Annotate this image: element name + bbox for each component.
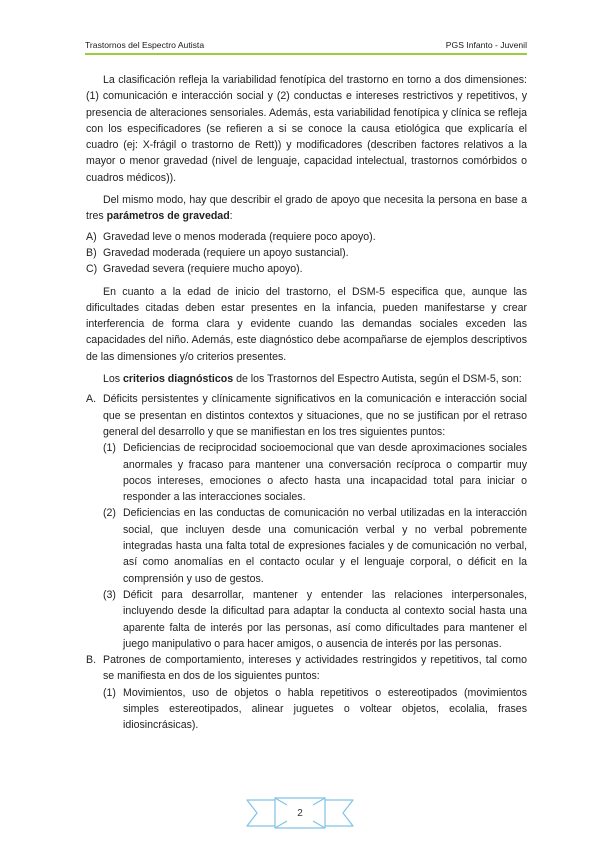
header-rule	[85, 53, 527, 55]
list-marker: (1)	[103, 442, 116, 455]
severity-parameters-term: parámetros de gravedad	[106, 210, 230, 223]
page-header	[85, 40, 527, 51]
list-marker: (2)	[103, 507, 116, 520]
criterion-item-text: Déficit para desarrollar, mantener y entender las relaciones interpersonales, incluyendo desde la dificultad para adaptar la conducta al contexto social hasta una aparente falta de interés por las personas, así como dificultades para mantener el juego manipulativo o para hacer amigos, o ausencia de interés por las personas.	[123, 588, 527, 650]
paragraph-criteria-intro	[86, 371, 527, 387]
list-item-text: Gravedad moderada (requiere un apoyo sustancial).	[103, 246, 349, 259]
criterion-item-text: Deficiencias en las conductas de comunicación no verbal utilizadas en la interacción social, que incluyen desde una comunicación verbal y no verbal pobremente integradas hasta una falta total de expresiones faciales y de comunicación no verbal, así como anomalías en el contacto ocular y el lenguaje corporal, o déficit en la comprensión y uso de gestos.	[123, 507, 527, 585]
severity-item	[86, 229, 527, 245]
paragraph-onset-age: En cuanto a la edad de inicio del trastorno, el DSM-5 especifica que, aunque las dificultades citadas deben estar presentes en la infancia, pueden manifestarse y crear interferencia de forma clara y evidente cuando las demandas sociales exceden las capacidades del niño. Además, este diagnóstico debe acompañarse de ejemplos descriptivos de las dimensiones y/o criterios presentes.	[86, 285, 527, 363]
list-item-text: Gravedad leve o menos moderada (requiere poco apoyo).	[103, 230, 376, 243]
paragraph-classification: La clasificación refleja la variabilidad fenotípica del trastorno en torno a dos dimensiones: (1) comunicación e interacción social y (2) conductas e intereses restrictivos y repetitivos, y presencia de alteraciones sensoriales. Además, esta variabilidad fenotípica y clínica se refleja con los especificadores (se refieren a si se conoce la causa etiológica que explicaría el cuadro (ej: X-frágil o trastorno de Rett)) y modificadores (describen factores relativos a la mayor o menor gravedad (nivel de lenguaje, capacidad intelectual, trastornos comórbidos o cuadros médicos)).	[86, 74, 527, 184]
list-marker: A)	[86, 230, 97, 243]
criterion-A-item	[86, 440, 527, 505]
list-marker: B.	[86, 654, 97, 667]
list-marker: A.	[86, 393, 97, 406]
criterion-item-text: Movimientos, uso de objetos o habla repetitivos o estereotipados (movimientos simples estereotipados, alinear juguetes o voltear objetos, ecolalia, frases idiosincrásicas).	[123, 686, 527, 732]
page-number: 2	[297, 808, 303, 819]
criteria-intro-text: Los	[103, 373, 124, 386]
list-marker: B)	[86, 246, 97, 259]
list-marker: (3)	[103, 588, 116, 601]
criterion-A	[86, 391, 527, 440]
criterion-text: Patrones de comportamiento, intereses y actividades restringidos y repetitivos, tal como se manifiesta en dos de los siguientes puntos:	[103, 654, 527, 683]
list-marker: (1)	[103, 686, 116, 699]
list-marker: C)	[86, 263, 98, 276]
list-item-text: Gravedad severa (requiere mucho apoyo).	[103, 263, 303, 276]
criterion-B	[86, 652, 527, 685]
criterion-text: Déficits persistentes y clínicamente significativos en la comunicación e interacción social que se presentan en distintos contextos y situaciones, que no se justifican por el retraso general del desarrollo y que se manifiestan en los tres siguientes puntos:	[103, 393, 527, 438]
page-body	[86, 72, 527, 734]
header-program-name: PGS Infanto - Juvenil	[445, 40, 527, 50]
diagnostic-criteria-term: criterios diagnósticos	[123, 373, 234, 386]
criterion-item-text: Deficiencias de reciprocidad socioemocional que van desde aproximaciones sociales anormales y fracaso para mantener una conversación recíproca o compartir muy pocos intereses, emociones o afecto hasta una incapacidad total para iniciar o responder a las interacciones sociales.	[123, 442, 527, 504]
paragraph-severity-intro	[86, 192, 527, 225]
severity-item	[86, 261, 527, 277]
criteria-list	[86, 391, 527, 733]
criterion-A-item	[86, 505, 527, 586]
severity-item	[86, 245, 527, 261]
severity-list	[86, 229, 527, 278]
criteria-intro-rest: de los Trastornos del Espectro Autista, según el DSM-5, son:	[233, 373, 522, 386]
severity-intro-text: Del mismo modo, hay que describir el grado de apoyo que necesita la persona en base a tres	[86, 194, 527, 223]
criterion-B-item	[86, 685, 527, 734]
severity-intro-colon: :	[229, 210, 233, 223]
header-document-title: Trastornos del Espectro Autista	[85, 40, 205, 50]
criterion-A-item	[86, 587, 527, 652]
